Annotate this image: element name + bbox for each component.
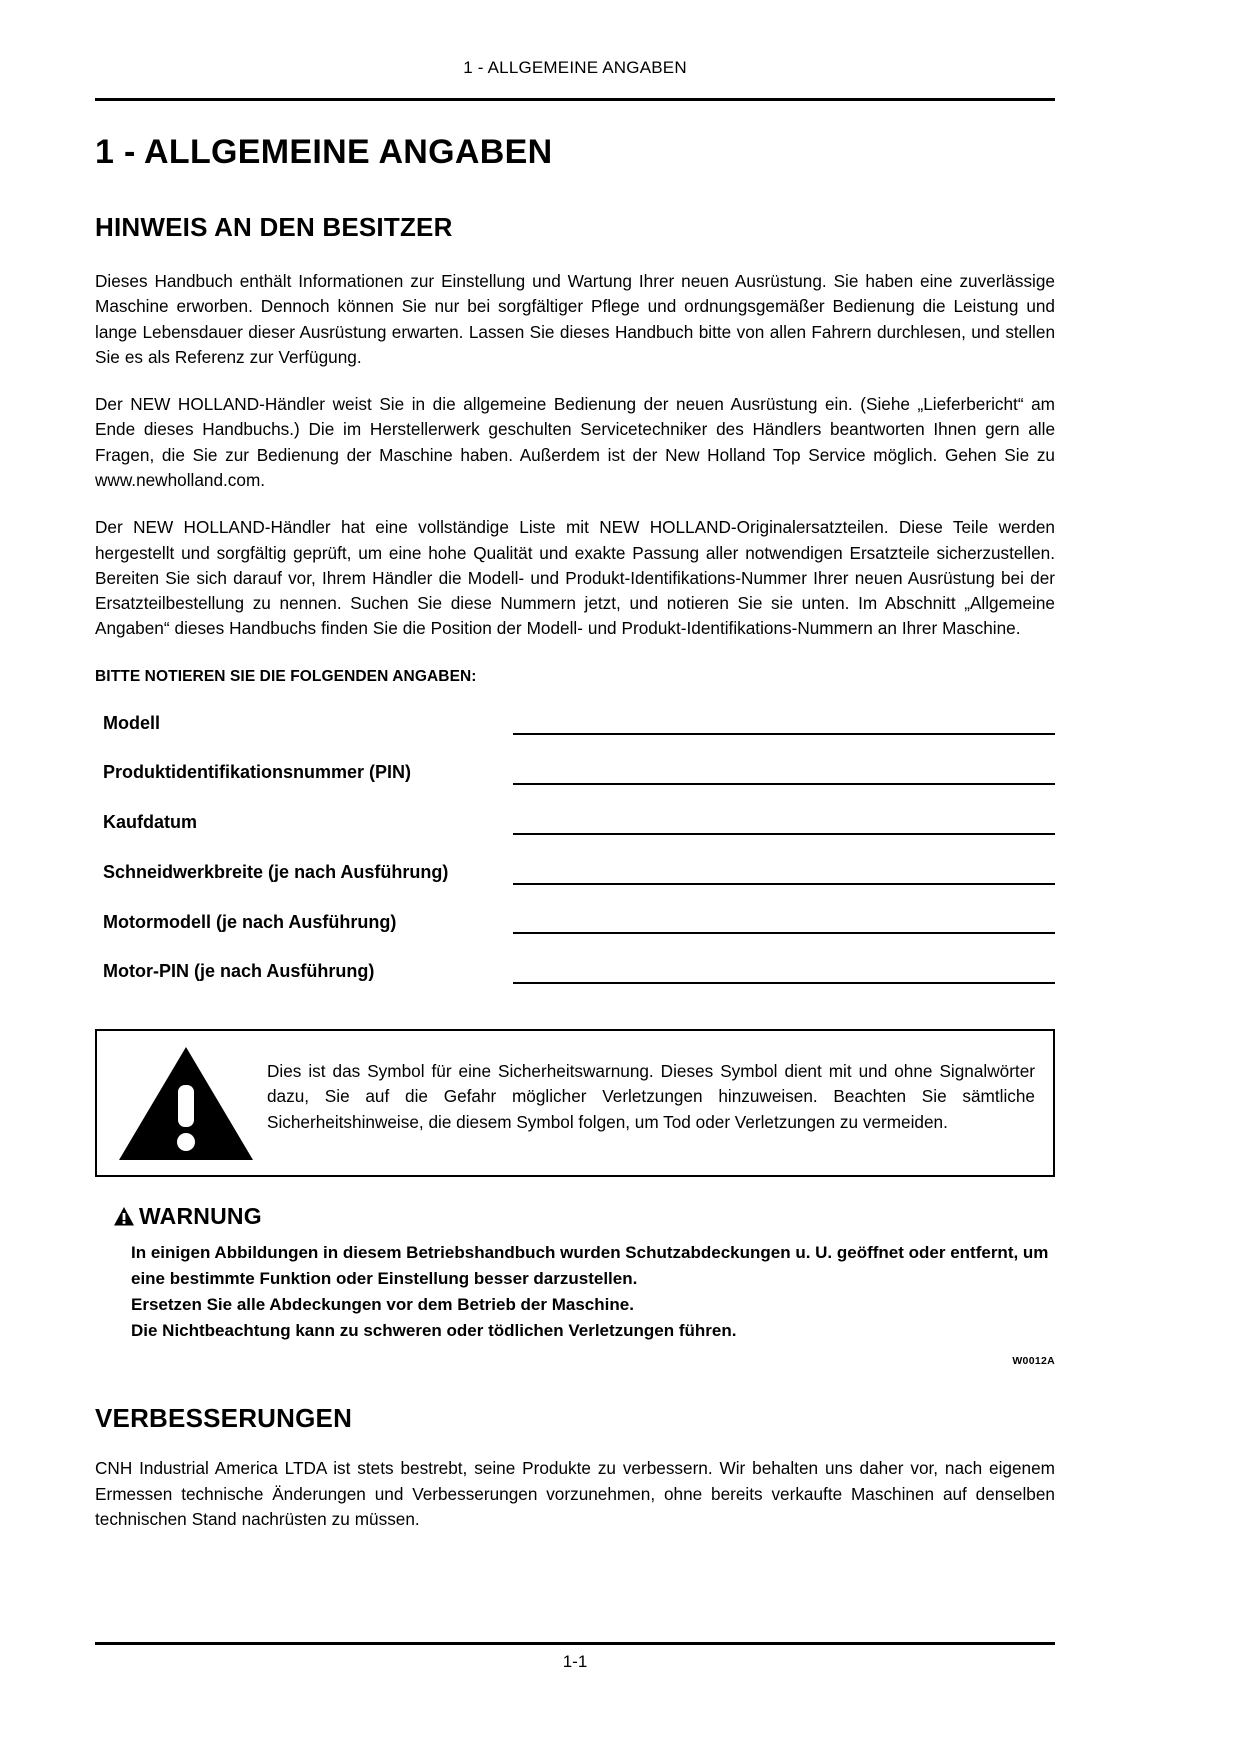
warning-title: WARNUNG — [139, 1203, 262, 1230]
safety-symbol-box — [95, 1029, 1055, 1177]
record-label-modell: Modell — [103, 712, 160, 733]
record-input-motormodell[interactable] — [513, 895, 1055, 935]
improvements-paragraph: CNH Industrial America LTDA ist stets bestrebt, seine Produkte zu verbessern. Wir behalten uns daher vor, nach eigenem Ermessen technische Änderungen und Verbesserungen vorzunehmen, ohne bereits verkaufte Maschinen auf denselben technischen Stand nachrüsten zu müssen. — [95, 1458, 1055, 1530]
footer-rule — [95, 1642, 1055, 1645]
record-label-kaufdatum: Kaufdatum — [103, 812, 197, 833]
section-heading-owner-notice: HINWEIS AN DEN BESITZER — [95, 212, 453, 242]
record-label-motor-pin: Motor-PIN (je nach Ausführung) — [103, 961, 375, 982]
record-label-motormodell: Motormodell (je nach Ausführung) — [103, 911, 397, 932]
record-input-schneidwerkbreite[interactable] — [513, 845, 1055, 885]
record-row-motormodell — [95, 895, 1055, 935]
warning-body — [113, 1240, 1055, 1343]
warning-heading — [113, 1203, 1055, 1230]
section-heading-improvements: VERBESSERUNGEN — [95, 1403, 353, 1434]
owner-notice-paragraph-2: Der NEW HOLLAND-Händler weist Sie in die allgemeine Bedienung der neuen Ausrüstung ein. (Siehe „Lieferbericht“ am Ende dieses Handbuchs.) Die im Herstellerwerk geschulten Servicetechniker des Händlers beantworten Ihnen gern alle Fragen, die Sie zur Bedienung der Maschine haben. Außerdem ist der New Holland Top Service möglich. Gehen Sie zu www.newholland.com. — [95, 394, 1055, 490]
record-input-kaufdatum[interactable] — [513, 795, 1055, 835]
record-row-pin — [95, 745, 1055, 785]
record-input-modell[interactable] — [513, 696, 1055, 736]
record-row-modell — [95, 696, 1055, 736]
owner-notice-paragraph-1: Dieses Handbuch enthält Informationen zur Einstellung und Wartung Ihrer neuen Ausrüstung. Sie haben eine zuverlässige Maschine erworben. Dennoch können Sie nur bei sorgfältiger Pflege und ordnungsgemäßer Bedienung die Leistung und lange Lebensdauer dieser Ausrüstung erwarten. Lassen Sie dieses Handbuch bitte von allen Fahrern durchlesen, und stellen Sie es als Referenz zur Verfügung. — [95, 271, 1055, 367]
safety-symbol-text: Dies ist das Symbol für eine Sicherheitswarnung. Dieses Symbol dient mit und ohne Signalwörter dazu, Sie auf die Gefahr möglicher Verletzungen hinzuweisen. Beachten Sie sämtliche Sicherheitshinweise, die diesem Symbol folgen, um Tod oder Verletzungen zu vermeiden. — [267, 1061, 1035, 1132]
record-input-motor-pin[interactable] — [513, 944, 1055, 984]
record-form-instruction: BITTE NOTIEREN SIE DIE FOLGENDEN ANGABEN: — [95, 667, 477, 685]
record-row-schneidwerkbreite — [95, 845, 1055, 885]
owner-notice-paragraph-3: Der NEW HOLLAND-Händler hat eine vollständige Liste mit NEW HOLLAND-Originalersatzteilen. Diese Teile werden hergestellt und sorgfältig geprüft, um eine hohe Qualität und exakte Passung aller notwendigen Ersatzteile sicherzustellen. Bereiten Sie sich darauf vor, Ihrem Händler die Modell- und Produkt-Identifikations-Nummer Ihrer neuen Ausrüstung bei der Ersatzteilbestellung zu nennen. Suchen Sie diese Nummern jetzt, und notieren Sie sie unten. Im Abschnitt „Allgemeine Angaben“ dieses Handbuchs finden Sie die Position der Modell- und Produkt-Identifikations-Nummern an Ihrer Maschine. — [95, 517, 1055, 639]
warning-triangle-icon — [113, 1206, 135, 1227]
warning-code: W0012A — [1012, 1355, 1055, 1368]
record-input-pin[interactable] — [513, 745, 1055, 785]
record-label-schneidwerkbreite: Schneidwerkbreite (je nach Ausführung) — [103, 861, 449, 882]
page-content — [95, 0, 1055, 1532]
record-row-motor-pin — [95, 944, 1055, 984]
warning-triangle-icon — [111, 1041, 261, 1163]
running-header: 1 - ALLGEMEINE ANGABEN — [463, 58, 687, 77]
header-rule — [95, 98, 1055, 101]
warning-line-3: Die Nichtbeachtung kann zu schweren oder tödlichen Verletzungen führen. — [131, 1320, 737, 1340]
warning-line-2: Ersetzen Sie alle Abdeckungen vor dem Betrieb der Maschine. — [131, 1294, 634, 1314]
footer-page-number: 1-1 — [562, 1652, 588, 1671]
warning-line-1: In einigen Abbildungen in diesem Betriebshandbuch wurden Schutzabdeckungen u. U. geöffnet oder entfernt, um eine bestimmte Funktion oder Einstellung besser darzustellen. — [131, 1243, 1049, 1288]
warning-block — [95, 1203, 1055, 1367]
record-row-kaufdatum — [95, 795, 1055, 835]
record-label-pin: Produktidentifikationsnummer (PIN) — [103, 762, 412, 783]
page-title: 1 - ALLGEMEINE ANGABEN — [95, 133, 553, 171]
record-form — [95, 696, 1055, 985]
